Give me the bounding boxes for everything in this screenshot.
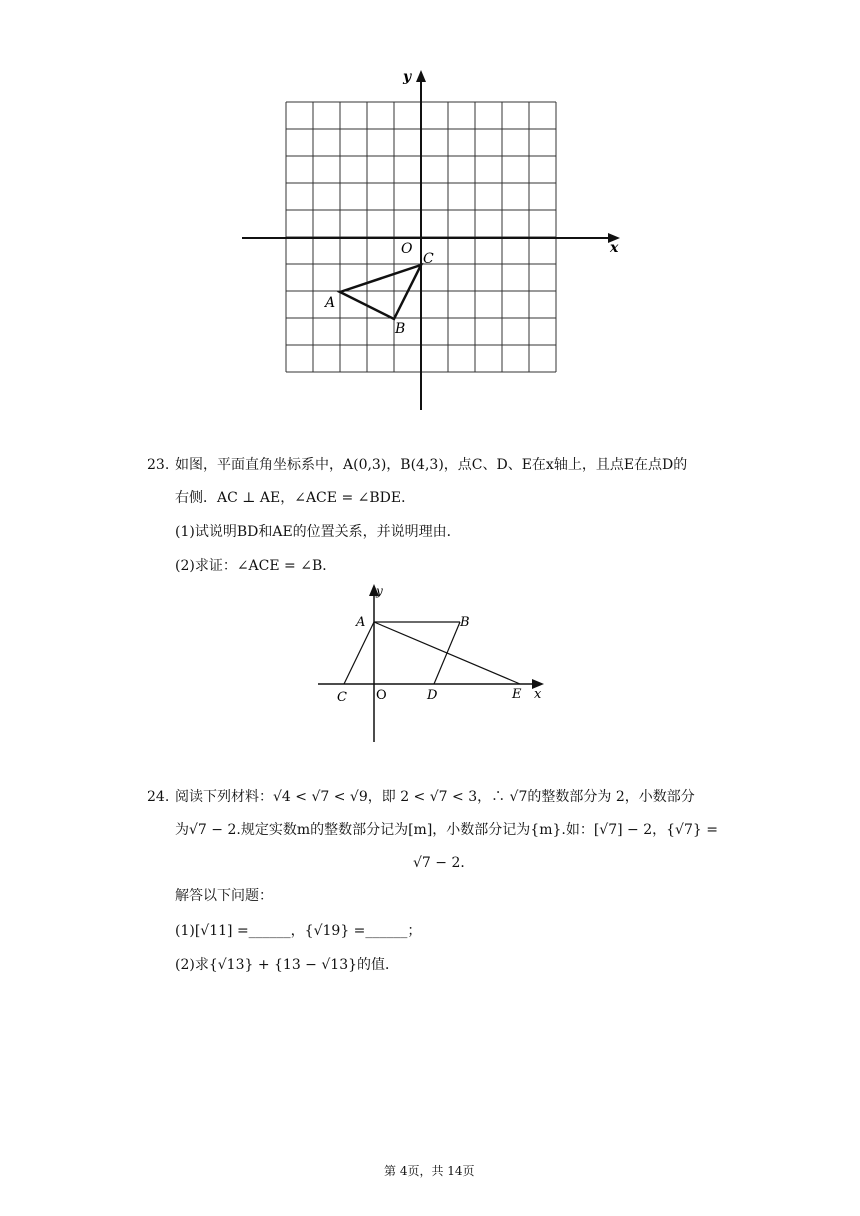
q23-part1: (1)试说明BD和AE的位置关系，并说明理由．	[175, 524, 461, 540]
x-axis-label: x	[610, 240, 619, 256]
q24-line3: √7 − 2．	[413, 855, 475, 871]
q24-part1: (1)[√11] =______，{√19} =______；	[175, 923, 422, 939]
point-b-label: B	[460, 615, 470, 630]
x-axis-label: x	[534, 687, 542, 702]
q23-line1: 如图，平面直角坐标系中，A(0,3)，B(4,3)，点C、D、E在x轴上，且点E在点D的	[175, 457, 688, 473]
page-number: 第 4页，共 14页	[384, 1164, 475, 1178]
q24-line2: 为√7 − 2.规定实数m的整数部分记为[m]，小数部分记为{m}.如：[√7] − 2，{√7} =	[175, 822, 718, 838]
q24-prompt: 解答以下问题：	[175, 888, 273, 904]
origin-label: O	[376, 688, 387, 703]
q23-figure	[312, 580, 552, 746]
point-c-label: C	[337, 690, 347, 705]
q24-number: 24.	[147, 789, 170, 805]
q23-number: 23.	[147, 457, 170, 473]
point-a-label: A	[325, 295, 336, 311]
q24-line1: 阅读下列材料：√4 < √7 < √9，即 2 < √7 < 3，∴ √7的整数部分为 2，小数部分	[175, 789, 695, 805]
point-b-label: B	[395, 321, 406, 337]
y-axis-label: y	[376, 584, 383, 598]
q23-part2: (2)求证：∠ACE = ∠B．	[175, 558, 337, 574]
q23-line2: 右侧．AC ⊥ AE，∠ACE = ∠BDE．	[175, 490, 416, 506]
point-a-label: A	[356, 615, 366, 630]
point-c-label: C	[423, 251, 434, 267]
origin-label: O	[401, 241, 413, 257]
point-e-label: E	[512, 687, 522, 702]
q24-part2: (2)求{√13} + {13 − √13}的值．	[175, 957, 400, 973]
grid-coordinate-figure	[236, 62, 626, 414]
point-d-label: D	[427, 688, 438, 703]
y-axis-label: y	[403, 69, 412, 85]
